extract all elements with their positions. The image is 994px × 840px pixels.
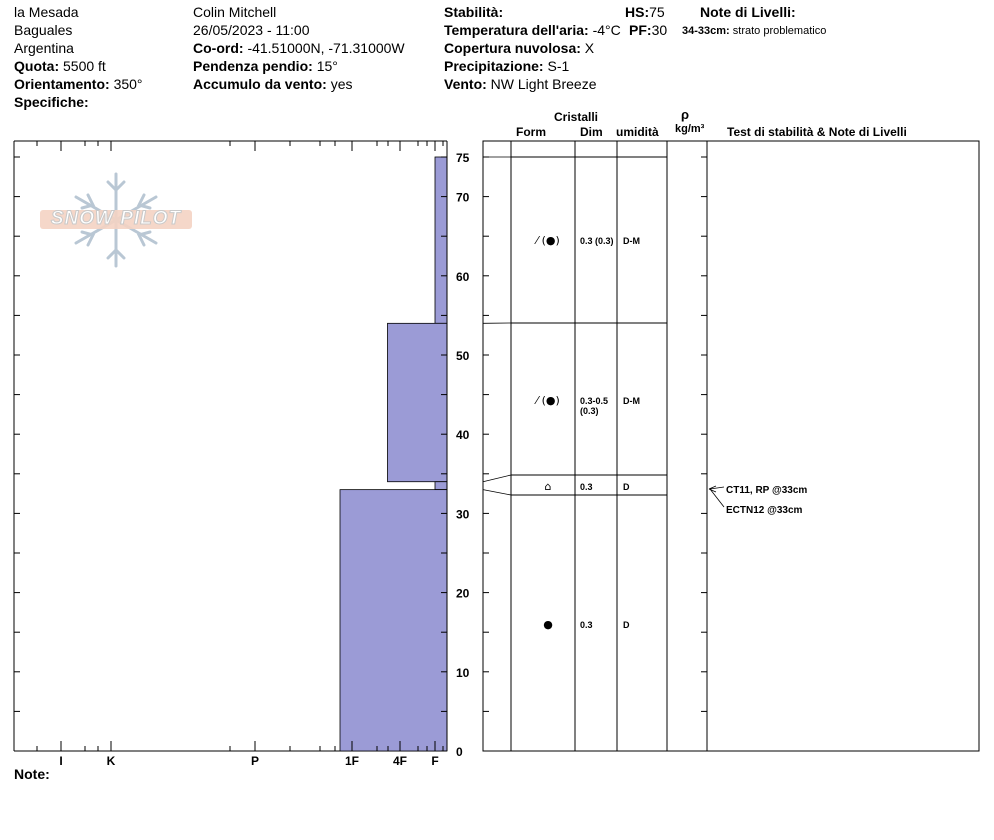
wind-loading-value: yes [330,76,353,92]
pf-label: PF: [629,22,652,38]
layer-note-text: strato problematico [732,25,827,37]
y-tick-label: 40 [456,428,470,443]
grain-form-symbol: ⁄ (●) [536,234,560,247]
notes-label: Note: [14,766,50,782]
elevation-label: Quota: [14,58,60,74]
slope-value: 15° [316,58,338,74]
layer-connector [483,475,511,482]
y-tick-label: 0 [456,745,463,759]
grain-size: 0.3-0.5 [580,396,609,406]
rho-header: ρ [681,107,690,122]
cloud-value: X [584,40,595,56]
y-tick-label: 75 [456,151,470,165]
grain-size: 0.3 (0.3) [580,236,614,246]
stability-test-label: CT11, RP @33cm [726,485,808,496]
hardness-tick-label: K [106,754,116,768]
y-tick-label: 50 [456,349,470,363]
density-unit-header: kg/m³ [675,123,705,135]
layer-note-depth: 34-33cm: [682,25,730,37]
precip-value: S-1 [547,58,570,74]
location: la Mesada [14,4,79,20]
size-header: Dim [580,125,603,139]
moisture-value: D-M [623,396,640,406]
aspect-value: 350° [113,76,143,92]
hardness-tick-label: 4F [392,754,408,768]
elevation-value: 5500 ft [63,58,106,74]
y-tick-label: 60 [456,269,470,284]
tests-header: Test di stabilità & Note di Livelli [727,125,907,139]
hardness-bar-3 [340,490,447,751]
datetime: 26/05/2023 - 11:00 [193,22,310,38]
region: Baguales [14,22,73,38]
slope-label: Pendenza pendio: [193,58,313,74]
layer-connector [483,490,511,495]
form-header: Form [516,125,546,139]
crystals-header: Cristalli [554,110,599,124]
y-tick-label: 30 [456,507,470,522]
stability-test-label: ECTN12 @33cm [726,505,803,516]
hardness-bar-0 [435,157,447,323]
moisture-value: D [623,482,630,492]
country: Argentina [14,40,74,56]
air-temp-value: -4°C [592,22,621,38]
observer: Colin Mitchell [193,4,277,20]
grain-form-symbol: ● [543,618,553,631]
y-tick-label: 10 [456,665,470,680]
coord-value: -41.51000N, -71.31000W [247,40,405,56]
wind-label: Vento: [444,76,487,92]
y-tick-label: 70 [456,190,470,205]
pf-value: 30 [651,22,668,38]
hardness-bar-1 [388,323,448,481]
hardness-tick-label: I [59,754,63,768]
layer-table-frame [483,141,979,751]
test-pointer [710,489,724,507]
aspect-label: Orientamento: [14,76,110,92]
grain-size-avg: (0.3) [580,406,599,416]
grain-form-symbol: ⌂ [544,480,552,493]
grain-form-symbol: ⁄ (●) [536,394,560,407]
logo-text: SNOW PILOT [50,208,182,229]
cloud-label: Copertura nuvolosa: [444,40,581,56]
layer-notes-label: Note di Livelli: [700,4,796,20]
hardness-tick-label: 1F [344,754,360,768]
moisture-value: D-M [623,236,640,246]
hs-label: HS: [625,4,650,20]
precip-label: Precipitazione: [444,58,544,74]
coord-label: Co-ord: [193,40,244,56]
grain-size: 0.3 [580,620,593,630]
y-tick-label: 20 [456,586,470,601]
hardness-bar-2 [435,482,447,490]
wind-loading-label: Accumulo da vento: [193,76,327,92]
specifics-label: Specifiche: [14,94,89,110]
hardness-tick-label: F [431,754,439,768]
moisture-value: D [623,620,630,630]
hs-value: 75 [649,4,665,20]
grain-size: 0.3 [580,482,593,492]
stability-label: Stabilità: [444,4,504,20]
air-temp-label: Temperatura dell'aria: [444,22,589,38]
wind-value: NW Light Breeze [490,76,597,92]
hardness-tick-label: P [250,754,260,768]
moisture-header: umidità [616,125,659,139]
